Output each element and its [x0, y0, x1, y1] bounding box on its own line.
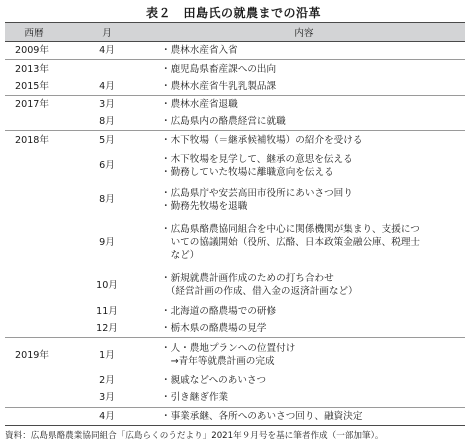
content-line: ・勤務していた牧場に離職意向を伝える [161, 166, 334, 178]
table-header-row [5, 23, 465, 42]
content-line: ・親戚などへのあいさつ [161, 375, 267, 387]
content-line: ・鹿児島県畜産課への出向 [161, 63, 277, 75]
content-line: ・農林水産省入省 [161, 45, 238, 57]
cell-year [5, 407, 63, 425]
cell-year: 2015年 [15, 80, 50, 92]
table-body [5, 42, 465, 426]
content-line: （経営計画の作成、借入金の返済計画など） [161, 286, 358, 298]
cell-content [151, 42, 465, 60]
cell-content [151, 407, 465, 425]
cell-month: 8月 [99, 194, 115, 206]
cell-month: 4月 [99, 80, 115, 92]
cell-month: 8月 [99, 116, 115, 128]
cell-year [5, 113, 63, 131]
cell-content [151, 131, 465, 149]
cell-month: 3月 [63, 95, 151, 113]
table-row [5, 183, 465, 217]
cell-year: 2017年 [5, 95, 63, 113]
cell-content [151, 303, 465, 320]
table-row [5, 407, 465, 425]
table-row [5, 78, 465, 96]
table-row [5, 303, 465, 320]
cell-year: 2019年 [5, 337, 63, 372]
cell-month [63, 60, 151, 78]
content-line: ・農林水産省牛乳乳製品課 [161, 80, 277, 92]
cell-year: 2009年 [15, 45, 50, 57]
table-row [5, 60, 465, 78]
cell-month: 6月 [99, 160, 115, 172]
table-row [5, 131, 465, 149]
cell-month: 4月 [63, 407, 151, 425]
content-line: ・木下牧場（＝継承候補牧場）の紹介を受ける [161, 134, 363, 146]
content-line: ・新規就農計画作成のための打ち合わせ [161, 273, 334, 285]
table-row [5, 42, 465, 60]
cell-content [151, 320, 465, 338]
cell-month: 4月 [99, 45, 115, 57]
history-table [5, 22, 465, 426]
table-row [5, 268, 465, 302]
cell-year: 2013年 [5, 60, 63, 78]
cell-content [151, 183, 465, 217]
content-line: ・木下牧場を見学して、継承の意思を伝える [161, 153, 353, 165]
cell-month: 9月 [99, 237, 115, 249]
content-line: ・事業承継、各所へのあいさつ回り、融資決定 [161, 410, 363, 422]
cell-year [5, 217, 63, 268]
table-row [5, 372, 465, 389]
table-row [5, 95, 465, 113]
content-line: ・栃木県の酪農場の見学 [161, 322, 267, 334]
table-row [5, 389, 465, 407]
content-line: ・引き継ぎ作業 [161, 392, 229, 404]
cell-month: 5月 [63, 131, 151, 149]
cell-year [5, 372, 63, 389]
cell-month: 11月 [96, 305, 118, 317]
cell-content [151, 78, 465, 96]
content-line: →青年等就農計画の完成 [161, 356, 275, 368]
cell-year [5, 183, 63, 217]
content-line: ・人・農地プランへの位置付け [161, 343, 296, 355]
cell-content [151, 60, 465, 78]
cell-month: 3月 [99, 392, 115, 404]
header-year: 西暦 [5, 23, 63, 42]
content-line: など） [161, 250, 200, 262]
cell-content [151, 389, 465, 407]
content-line: ・勤務先牧場を退職 [161, 200, 248, 212]
cell-year: 2018年 [5, 131, 63, 149]
cell-content [151, 337, 465, 372]
content-line: ・広島県内の酪農経営に就職 [161, 116, 286, 128]
table-title: 表２ 田島氏の就農までの沿革 [145, 6, 321, 20]
cell-content [151, 95, 465, 113]
content-line: ・広島県酪農協同組合を中心に関係機関が集まり、支援につ [161, 224, 420, 236]
cell-month: 12月 [96, 322, 118, 334]
cell-content [151, 149, 465, 183]
table-row [5, 113, 465, 131]
cell-content [151, 113, 465, 131]
content-line: ・広島県庁や安芸高田市役所にあいさつ回り [161, 187, 353, 199]
content-line: いての協議開始（役所、広酪、日本政策金融公庫、税理士 [161, 237, 421, 249]
cell-month: 1月 [63, 337, 151, 372]
table-row [5, 149, 465, 183]
table-row [5, 217, 465, 268]
cell-year [5, 320, 63, 338]
source-note: 資料：広島県酪農業協同組合「広島らくのうだより」2021年９月号を基に筆者作成（一部加筆）。 [5, 431, 384, 441]
cell-year [5, 268, 63, 302]
cell-month: 2月 [99, 375, 115, 387]
cell-content [151, 268, 465, 302]
cell-content [151, 217, 465, 268]
cell-year [5, 149, 63, 183]
content-line: ・農林水産省退職 [161, 99, 238, 111]
cell-year [5, 303, 63, 320]
cell-content [151, 372, 465, 389]
header-content: 内容 [151, 23, 465, 42]
cell-year [5, 389, 63, 407]
table-row [5, 320, 465, 338]
header-month: 月 [63, 23, 151, 42]
content-line: ・北海道の酪農場での研修 [161, 305, 277, 317]
table-row [5, 337, 465, 372]
cell-month: 10月 [96, 279, 118, 291]
